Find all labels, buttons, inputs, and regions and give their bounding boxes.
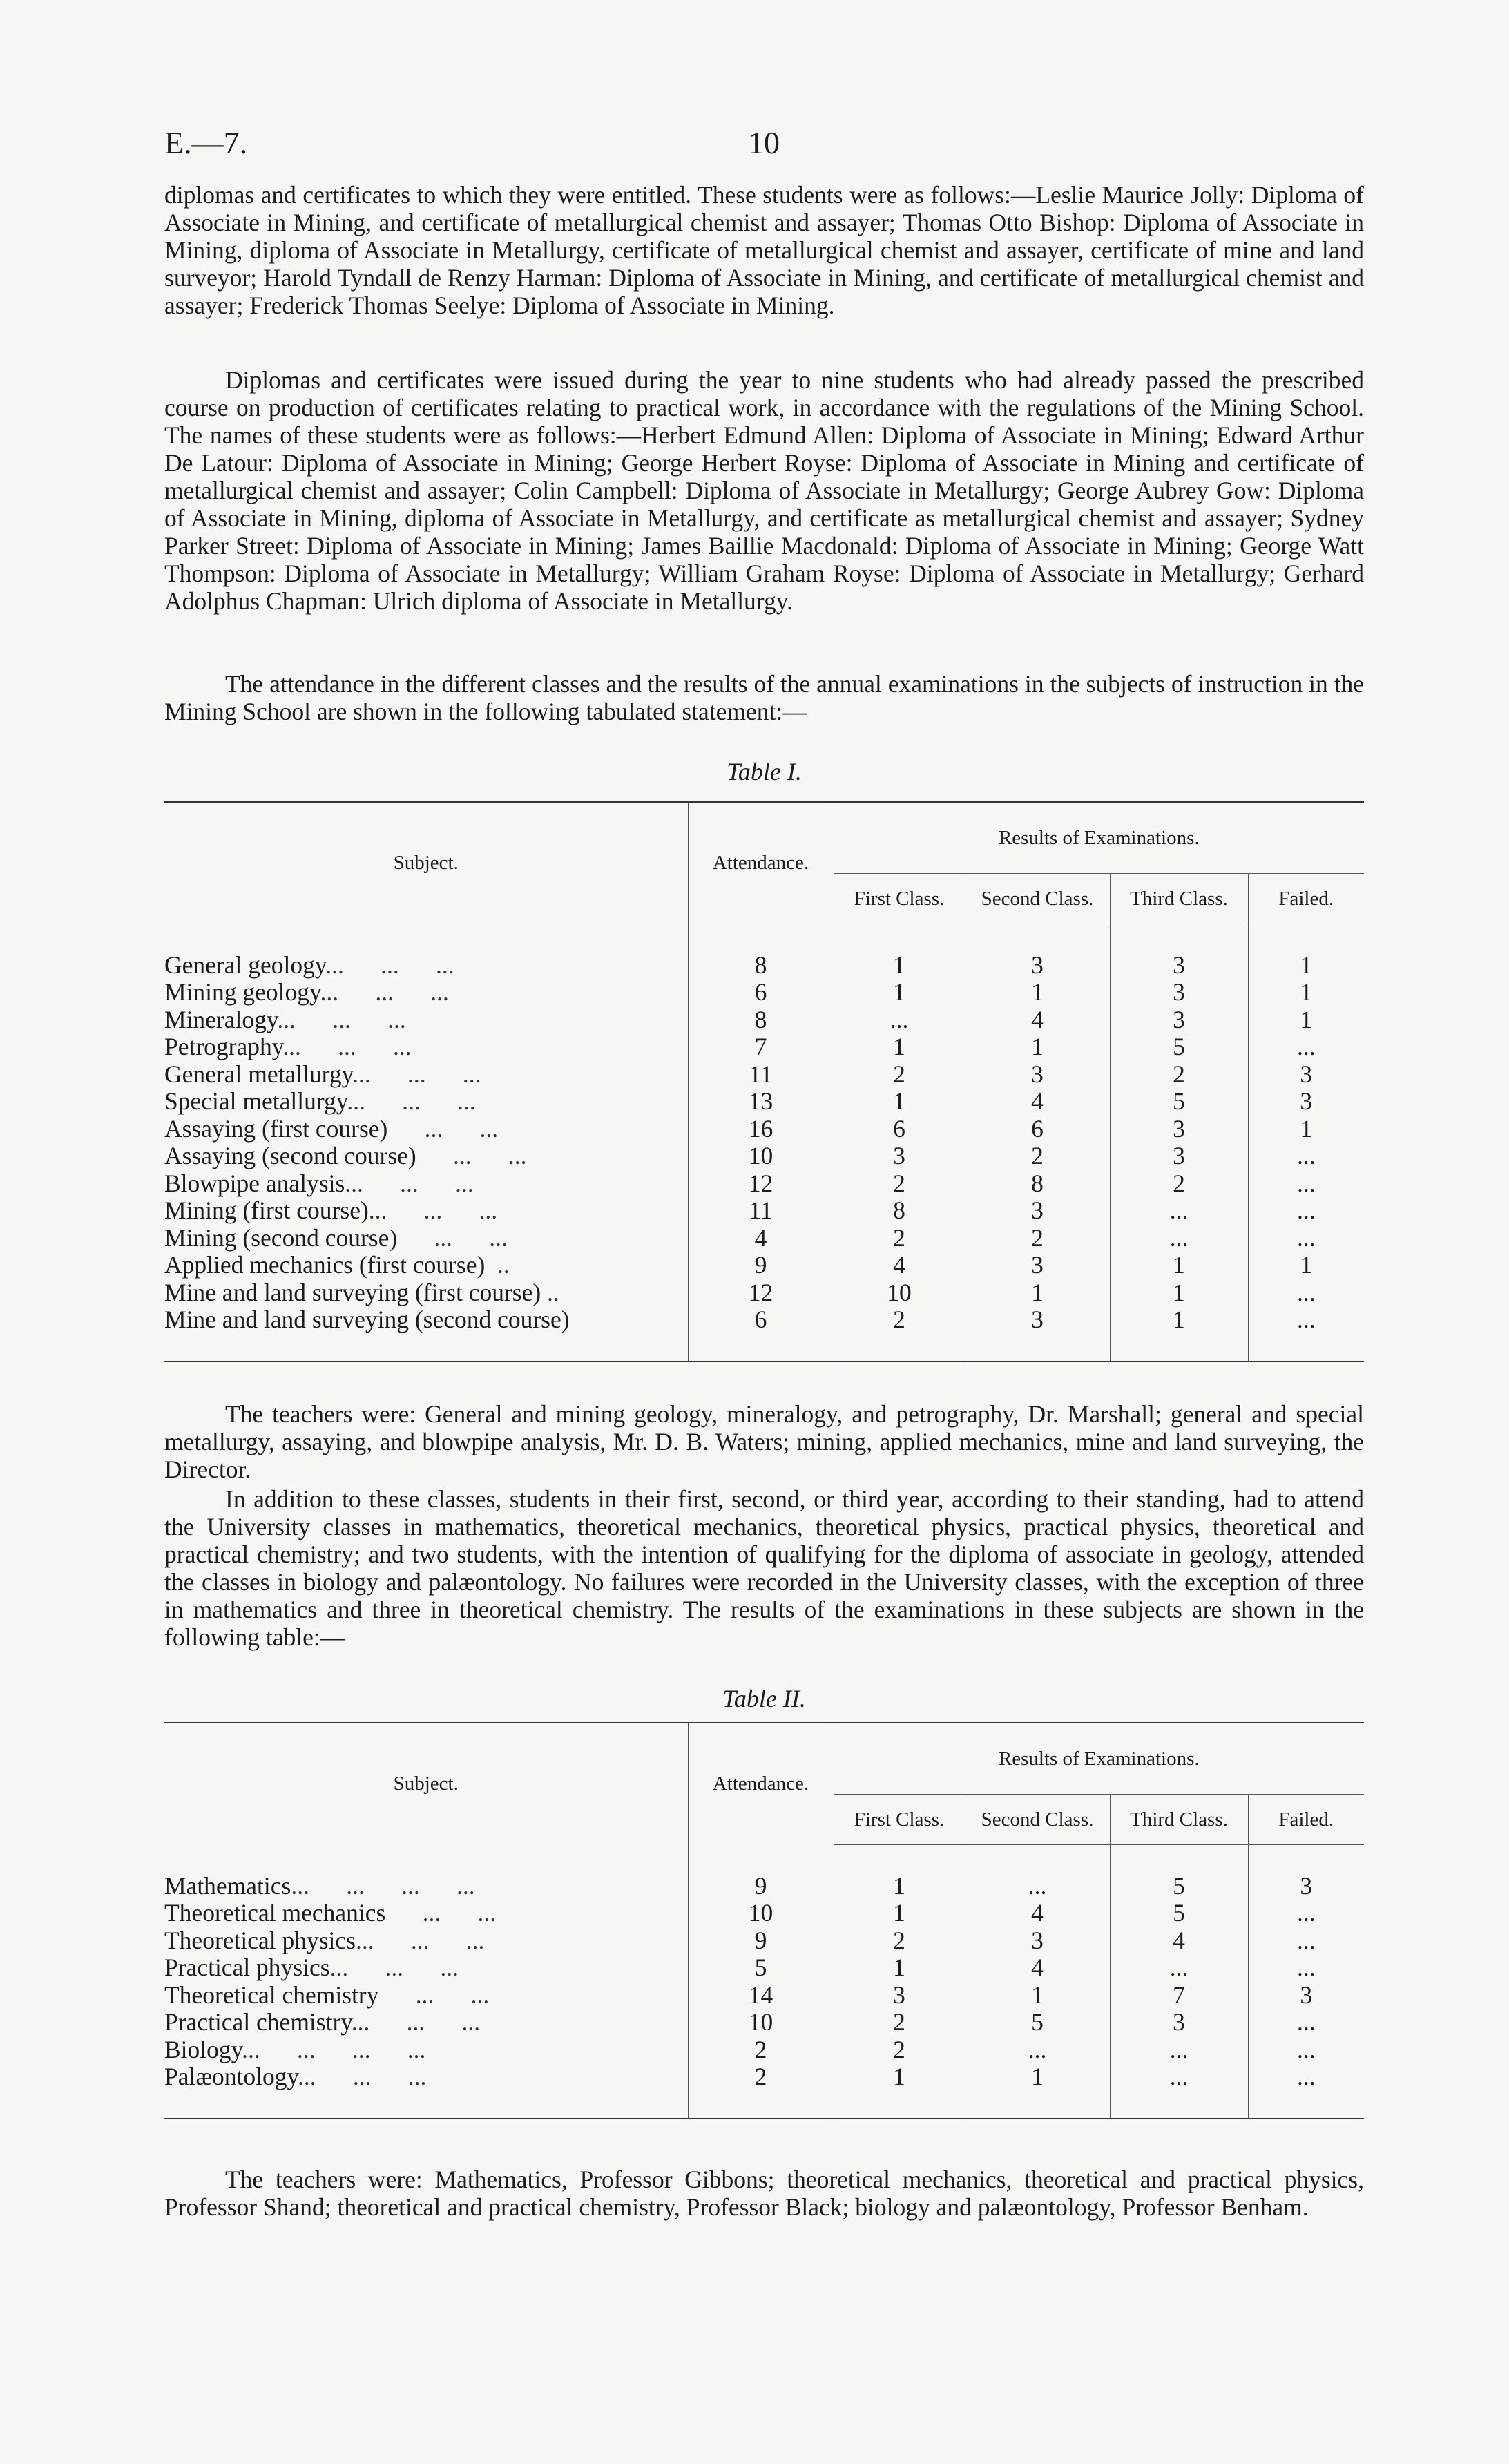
second-class-cell: ... [965,2036,1110,2064]
table-row [164,1954,1364,1982]
leader-dots: ... ... ... [356,1926,485,1954]
second-class-cell: 1 [965,2063,1110,2091]
table1-caption: Table I. [727,758,802,785]
table2-header-first: First Class. [834,1795,965,1845]
failed-cell: ... [1248,1225,1364,1252]
table-row [164,1252,1364,1279]
attendance-cell: 9 [688,1252,834,1279]
table-row [164,1170,1364,1198]
subject-cell [164,1061,688,1089]
second-class-cell: 1 [965,1982,1110,2009]
first-class-cell: 2 [834,1061,965,1089]
table1-header-third: Third Class. [1110,874,1248,924]
subject-name: Mining geology [164,978,320,1006]
table-row [164,1006,1364,1034]
subject-name: Assaying (second course) [164,1142,416,1169]
failed-cell: ... [1248,2009,1364,2036]
subject-name: Practical chemistry [164,2008,352,2036]
attendance-cell: 11 [688,1061,834,1089]
page-header [164,124,1343,166]
third-class-cell: 5 [1110,1088,1248,1116]
subject-cell [164,1225,688,1252]
rule-cell [164,1334,688,1362]
leader-dots: ... ... ... [351,2008,481,2036]
subject-cell [164,2036,688,2064]
third-class-cell: 3 [1110,979,1248,1006]
attendance-cell: 4 [688,1225,834,1252]
third-class-cell: ... [1110,2063,1248,2091]
table2-body [164,1845,1364,2119]
third-class-cell: 3 [1110,1116,1248,1143]
second-class-cell: 2 [965,1143,1110,1170]
attendance-cell: 6 [688,1306,834,1334]
failed-cell: ... [1248,1306,1364,1334]
first-class-cell: 6 [834,1116,965,1143]
table-row [164,979,1364,1006]
table-row [164,1197,1364,1225]
attendance-cell: 12 [688,1279,834,1307]
rule-cell [965,2091,1110,2119]
subject-cell [164,1143,688,1170]
table1-header-results: Results of Examinations. [834,802,1364,874]
rule-cell [688,2091,834,2119]
rule-cell [834,2091,965,2119]
failed-cell: ... [1248,2036,1364,2064]
rule-cell [1248,1334,1364,1362]
subject-name: Assaying (first course) [164,1114,388,1143]
leader-dots: ... ... ... [347,1087,476,1115]
subject-name: Special metallurgy [164,1087,347,1115]
attendance-cell: 7 [688,1033,834,1061]
attendance-cell: 16 [688,1116,834,1143]
spacer-cell [1248,924,1364,952]
failed-cell: ... [1248,1033,1364,1061]
subject-name: Theoretical physics [164,1926,356,1954]
leader-dots: ... ... [387,1114,499,1143]
leader-dots: ... ... ... [329,1954,459,1981]
second-class-cell: 5 [965,2009,1110,2036]
attendance-cell: 13 [688,1088,834,1116]
subject-cell [164,1006,688,1034]
table-row [164,1143,1364,1170]
subject-cell [164,1306,688,1334]
table1-header-failed: Failed. [1248,874,1364,924]
subject-name: Applied mechanics (first course) [164,1251,486,1279]
leader-dots: ... ... ... ... [242,2035,426,2063]
paragraph-teachers-mining: The teachers were: General and mining geology, mineralogy, and petrography, Dr. Marshall; general and special metallurgy, assaying, and blowpipe analysis, Mr. D. B. Waters; mining, applied mechanics, mine and land surveying, the Director. [164,1400,1364,1483]
third-class-cell: 2 [1110,1061,1248,1089]
failed-cell: 3 [1248,1873,1364,1900]
attendance-cell: 12 [688,1170,834,1198]
table2-header-attendance: Attendance. [688,1723,834,1845]
table1-header-attendance: Attendance. [688,802,834,924]
first-class-cell: 8 [834,1197,965,1225]
paragraph-university-classes: In addition to these classes, students in their first, second, or third year, according to their standing, had to attend the University classes in mathematics, theoretical mechanics, theoretical physics, practical physics, theoretical and practical chemistry; and two students, with the intention of qualifying for the diploma of associate in geology, attended the classes in biology and palæontology. No failures were recorded in the University classes, with the exception of three in mathematics and three in theoretical chemistry. The results of the examinations in these subjects are shown in the following table:— [164,1485,1364,1651]
first-class-cell: 2 [834,1927,965,1955]
paragraph-teachers-university: The teachers were: Mathematics, Professor Gibbons; theoretical mechanics, theoretical and practical physics, Professor Shand; theoretical and practical chemistry, Professor Black; biology and palæontology, Professor Benham. [164,2166,1364,2221]
failed-cell: ... [1248,1954,1364,1982]
failed-cell: ... [1248,1900,1364,1927]
attendance-cell: 2 [688,2036,834,2064]
failed-cell: 1 [1248,979,1364,1006]
subject-cell [164,1954,688,1982]
table1 [164,801,1364,1362]
table-row [164,1088,1364,1116]
table2-header-results: Results of Examinations. [834,1723,1364,1795]
second-class-cell: 4 [965,1006,1110,1034]
first-class-cell: 1 [834,979,965,1006]
attendance-cell: 8 [688,952,834,980]
second-class-cell: 4 [965,1954,1110,1982]
subject-name: Petrography [164,1033,283,1060]
subject-cell [164,1197,688,1225]
first-class-cell: 2 [834,2009,965,2036]
attendance-cell: 10 [688,1143,834,1170]
subject-name: Mine and land surveying (second course) [164,1306,570,1333]
subject-name: Blowpipe analysis [164,1169,345,1197]
leader-dots: ... ... ... [297,2063,427,2090]
second-class-cell: 3 [965,1306,1110,1334]
failed-cell: ... [1248,1170,1364,1198]
subject-cell [164,1033,688,1061]
leader-dots: ... ... ... [282,1033,412,1060]
second-class-cell: 3 [965,1197,1110,1225]
spacer-cell [164,1845,688,1873]
third-class-cell: 4 [1110,1927,1248,1955]
first-class-cell: 1 [834,1954,965,1982]
subject-name: Mining (second course) [164,1223,398,1252]
spacer-cell [1110,1845,1248,1873]
third-class-cell: 3 [1110,2009,1248,2036]
first-class-cell: 3 [834,1143,965,1170]
first-class-cell: 1 [834,2063,965,2091]
spacer-cell [965,1845,1110,1873]
attendance-cell: 6 [688,979,834,1006]
subject-cell [164,952,688,980]
attendance-cell: 2 [688,2063,834,2091]
attendance-cell: 9 [688,1927,834,1955]
page-number: 10 [748,125,780,160]
third-class-cell: 1 [1110,1252,1248,1279]
second-class-cell: 4 [965,1088,1110,1116]
first-class-cell: 2 [834,2036,965,2064]
failed-cell: 1 [1248,1116,1364,1143]
failed-cell: 3 [1248,1061,1364,1089]
attendance-cell: 11 [688,1197,834,1225]
third-class-cell: 5 [1110,1873,1248,1900]
leader-dots: ... ... ... [368,1196,498,1224]
table-row [164,1927,1364,1955]
leader-dots: ... ... [385,1899,497,1927]
failed-cell: 3 [1248,1982,1364,2009]
rule-cell [164,2091,688,2119]
first-class-cell: 2 [834,1306,965,1334]
third-class-cell: 1 [1110,1279,1248,1307]
paragraph-diplomas-entitled: diplomas and certificates to which they were entitled. These students were as follows:—Leslie Maurice Jolly: Diploma of Associate in Mining, and certificate of metallurgical chemist and assayer; Thomas Otto Bishop: Diploma of Associate in Mining, diploma of Associate in Metallurgy, certificate of metallurgical chemist and assayer, certificate of mine and land surveyor; Harold Tyndall de Renzy Harman: Diploma of Associate in Mining, and certificate of metallurgical chemist and assayer; Frederick Thomas Seelye: Diploma of Associate in Mining. [164,181,1364,319]
failed-cell: 3 [1248,1088,1364,1116]
subject-cell [164,1116,688,1143]
first-class-cell: 1 [834,1088,965,1116]
table2-header-third: Third Class. [1110,1795,1248,1845]
failed-cell: ... [1248,2063,1364,2091]
rule-cell [965,1334,1110,1362]
spacer-cell [1248,1845,1364,1873]
leader-dots: ... ... ... [320,978,449,1006]
rule-cell [1110,2091,1248,2119]
table-row [164,2009,1364,2036]
table-bottom-rule [164,2091,1364,2119]
first-class-cell: 2 [834,1170,965,1198]
subject-name: General geology [164,951,326,979]
second-class-cell: 8 [965,1170,1110,1198]
first-class-cell: ... [834,1006,965,1034]
third-class-cell: ... [1110,2036,1248,2064]
subject-name: Mining (first course) [164,1196,369,1224]
document-reference: E.—7. [164,125,248,160]
leader-dots: ... ... ... ... [291,1871,475,1900]
subject-cell [164,979,688,1006]
leader-dots: ... ... [397,1223,508,1252]
third-class-cell: 3 [1110,1143,1248,1170]
subject-cell [164,1279,688,1307]
second-class-cell: 4 [965,1900,1110,1927]
failed-cell: 1 [1248,1252,1364,1279]
subject-name: General metallurgy [164,1060,353,1088]
leader-dots: .. [541,1278,559,1306]
leader-dots: ... ... ... [352,1060,481,1088]
table-row [164,2036,1364,2064]
table2-header-failed: Failed. [1248,1795,1364,1845]
table-row [164,1982,1364,2009]
third-class-cell: ... [1110,1225,1248,1252]
spacer-cell [164,924,688,952]
attendance-cell: 10 [688,2009,834,2036]
subject-cell [164,1088,688,1116]
first-class-cell: 1 [834,1900,965,1927]
subject-name: Theoretical mechanics [164,1899,386,1927]
subject-name: Theoretical chemistry [164,1980,379,2009]
first-class-cell: 1 [834,1873,965,1900]
leader-dots: .. [485,1251,510,1279]
table2 [164,1722,1364,2119]
second-class-cell: 2 [965,1225,1110,1252]
table-row [164,2063,1364,2091]
table-row [164,1225,1364,1252]
subject-name: Mineralogy [164,1005,278,1033]
subject-name: Mine and land surveying (first course) [164,1278,541,1306]
second-class-cell: 3 [965,1927,1110,1955]
spacer-cell [834,1845,965,1873]
second-class-cell: 1 [965,1033,1110,1061]
paragraph-attendance-intro: The attendance in the different classes and the results of the annual examinations in the subjects of instruction in the Mining School are shown in the following tabulated statement:— [164,670,1364,725]
failed-cell: ... [1248,1143,1364,1170]
failed-cell: 1 [1248,952,1364,980]
spacer-cell [965,924,1110,952]
leader-dots: ... ... [416,1142,527,1169]
table1-header-second: Second Class. [965,874,1110,924]
table2-caption: Table II. [722,1685,806,1712]
third-class-cell: 7 [1110,1982,1248,2009]
failed-cell: ... [1248,1197,1364,1225]
table-row [164,1306,1364,1334]
third-class-cell: 1 [1110,1306,1248,1334]
attendance-cell: 9 [688,1873,834,1900]
failed-cell: 1 [1248,1006,1364,1034]
first-class-cell: 3 [834,1982,965,2009]
spacer-cell [834,924,965,952]
failed-cell: ... [1248,1927,1364,1955]
failed-cell: ... [1248,1279,1364,1307]
second-class-cell: 1 [965,979,1110,1006]
first-class-cell: 1 [834,952,965,980]
table1-body [164,924,1364,1362]
first-class-cell: 4 [834,1252,965,1279]
table1-header-first: First Class. [834,874,965,924]
subject-cell [164,1873,688,1900]
leader-dots: ... ... ... [325,951,454,979]
subject-name: Mathematics [164,1871,291,1900]
third-class-cell: 3 [1110,952,1248,980]
table-row [164,1061,1364,1089]
leader-dots: ... ... [378,1980,490,2009]
second-class-cell: 6 [965,1116,1110,1143]
table-row [164,1116,1364,1143]
spacer-cell [688,924,834,952]
leader-dots: ... ... ... [345,1169,474,1197]
rule-cell [834,1334,965,1362]
third-class-cell: ... [1110,1954,1248,1982]
subject-name: Biology [164,2035,242,2063]
third-class-cell: 5 [1110,1033,1248,1061]
first-class-cell: 10 [834,1279,965,1307]
subject-cell [164,2063,688,2091]
spacer-cell [688,1845,834,1873]
table-row [164,1033,1364,1061]
second-class-cell: 1 [965,1279,1110,1307]
table-row [164,1900,1364,1927]
third-class-cell: 3 [1110,1006,1248,1034]
third-class-cell: 5 [1110,1900,1248,1927]
second-class-cell: 3 [965,952,1110,980]
rule-cell [1110,1334,1248,1362]
subject-name: Palæontology [164,2063,298,2090]
table-spacer-row [164,1845,1364,1873]
table-bottom-rule [164,1334,1364,1362]
table-row [164,1873,1364,1900]
first-class-cell: 1 [834,1033,965,1061]
subject-cell [164,1170,688,1198]
attendance-cell: 8 [688,1006,834,1034]
first-class-cell: 2 [834,1225,965,1252]
table2-header-subject: Subject. [393,1773,459,1795]
second-class-cell: 3 [965,1252,1110,1279]
table-row [164,1279,1364,1307]
subject-cell [164,2009,688,2036]
table2-header-second: Second Class. [965,1795,1110,1845]
subject-name: Practical physics [164,1954,330,1981]
attendance-cell: 14 [688,1982,834,2009]
table1-header-subject: Subject. [393,852,459,875]
attendance-cell: 5 [688,1954,834,1982]
subject-cell [164,1982,688,2009]
rule-cell [688,1334,834,1362]
table-spacer-row [164,924,1364,952]
subject-cell [164,1252,688,1279]
attendance-cell: 10 [688,1900,834,1927]
subject-cell [164,1927,688,1955]
paragraph-diplomas-issued: Diplomas and certificates were issued during the year to nine students who had already passed the prescribed course on production of certificates relating to practical work, in accordance with the regulations of the Mining School. The names of these students were as follows:—Herbert Edmund Allen: Diploma of Associate in Mining; Edward Arthur De Latour: Diploma of Associate in Mining; George Herbert Royse: Diploma of Associate in Mining and certificate of metallurgical chemist and assayer; Colin Campbell: Diploma of Associate in Metallurgy; George Aubrey Gow: Diploma of Associate in Mining, diploma of Associate in Metallurgy, and certificate as metallurgical chemist and assayer; Sydney Parker Street: Diploma of Associate in Mining; James Baillie Macdonald: Diploma of Associate in Mining; George Watt Thompson: Diploma of Associate in Metallurgy; William Graham Royse: Diploma of Associate in Metallurgy; Gerhard Adolphus Chapman: Ulrich diploma of Associate in Metallurgy. [164,366,1364,615]
leader-dots: ... ... ... [277,1005,406,1033]
second-class-cell: ... [965,1873,1110,1900]
spacer-cell [1110,924,1248,952]
table-row [164,952,1364,980]
rule-cell [1248,2091,1364,2119]
second-class-cell: 3 [965,1061,1110,1089]
third-class-cell: ... [1110,1197,1248,1225]
subject-cell [164,1900,688,1927]
third-class-cell: 2 [1110,1170,1248,1198]
